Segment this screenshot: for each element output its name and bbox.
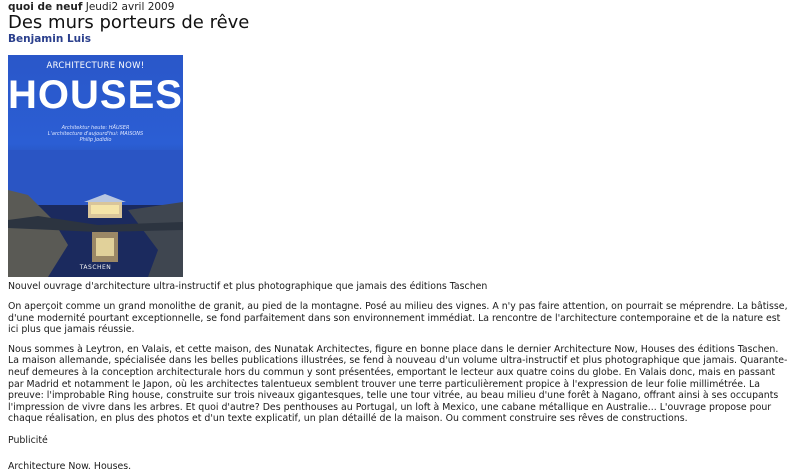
book-cover-image <box>8 55 183 277</box>
cover-subtitle-line: L'architecture d'aujourd'hui: MAISONS <box>47 131 144 137</box>
publication-date: Jeudi2 avril 2009 <box>85 1 175 13</box>
cover-subtitle <box>18 125 173 143</box>
cover-subtitle-line: Philip Jodidio <box>79 137 112 143</box>
cover-house-photo <box>8 150 183 277</box>
book-reference: Architecture Now. Houses. <box>8 460 132 472</box>
author-name: Benjamin Luis <box>8 33 91 45</box>
rubric-label: quoi de neuf <box>8 1 83 13</box>
advertisement-label: Publicité <box>8 434 48 446</box>
article-title: Des murs porteurs de rêve <box>8 12 250 33</box>
cover-title: HOUSES <box>8 73 183 117</box>
image-caption: Nouvel ouvrage d'architecture ultra-instructif et plus photographique que jamais des éditions Taschen <box>8 281 488 292</box>
cover-series: ARCHITECTURE NOW! <box>46 61 145 71</box>
cover-house-reflection-glow <box>96 238 114 256</box>
cover-house-window <box>91 205 119 214</box>
article-paragraph: On aperçoit comme un grand monolithe de granit, au pied de la montagne. Posé au milieu des vignes. A n'y pas faire attention, on pourrait se méprendre. La bâtisse, d'une modernité pourtant exceptionnelle, se fond parfaitement dans son environnement immédiat. La rencontre de l'architecture contemporaine et de la nature est ici plus que jamais réussie. <box>8 301 788 336</box>
cover-subtitle-line: Architektur heute: HÄUSER <box>61 125 130 131</box>
article-paragraph: Nous sommes à Leytron, en Valais, et cette maison, des Nunatak Architectes, figure en bonne place dans le dernier Architecture Now, Houses des éditions Taschen. La maison allemande, spécialisée dans les belles publications illustrées, se fend à nouveau d'un volume ultra-instructif et plus photographique que jamais. Quarante-neuf demeures à la conception architecturale hors du commun y sont présentées, emportant le lecteur aux quatre coins du globe. En Valais donc, mais en passant par Madrid et notamment le Japon, où les architectes talentueux semblent trouver une terre particulièrement propice à l'expression de leur folie millimétrée. La preuve: l'improbable Ring house, construite sur trois niveaux gigantesques, telle une tour vitrée, au beau milieu d'une forêt à Nagano, offrant ainsi à ses occupants l'impression de vivre dans les arbres. Et quoi d'autre? Des penthouses au Portugal, un loft à Mexico, une cabane métallique en Australie... L'ouvrage propose pour chaque réalisation, en plus des photos et d'un texte explicatif, un plan détaillé de la maison. Ou comment construire ses rêves de constructions. <box>8 343 788 425</box>
cover-publisher: TASCHEN <box>79 264 112 271</box>
